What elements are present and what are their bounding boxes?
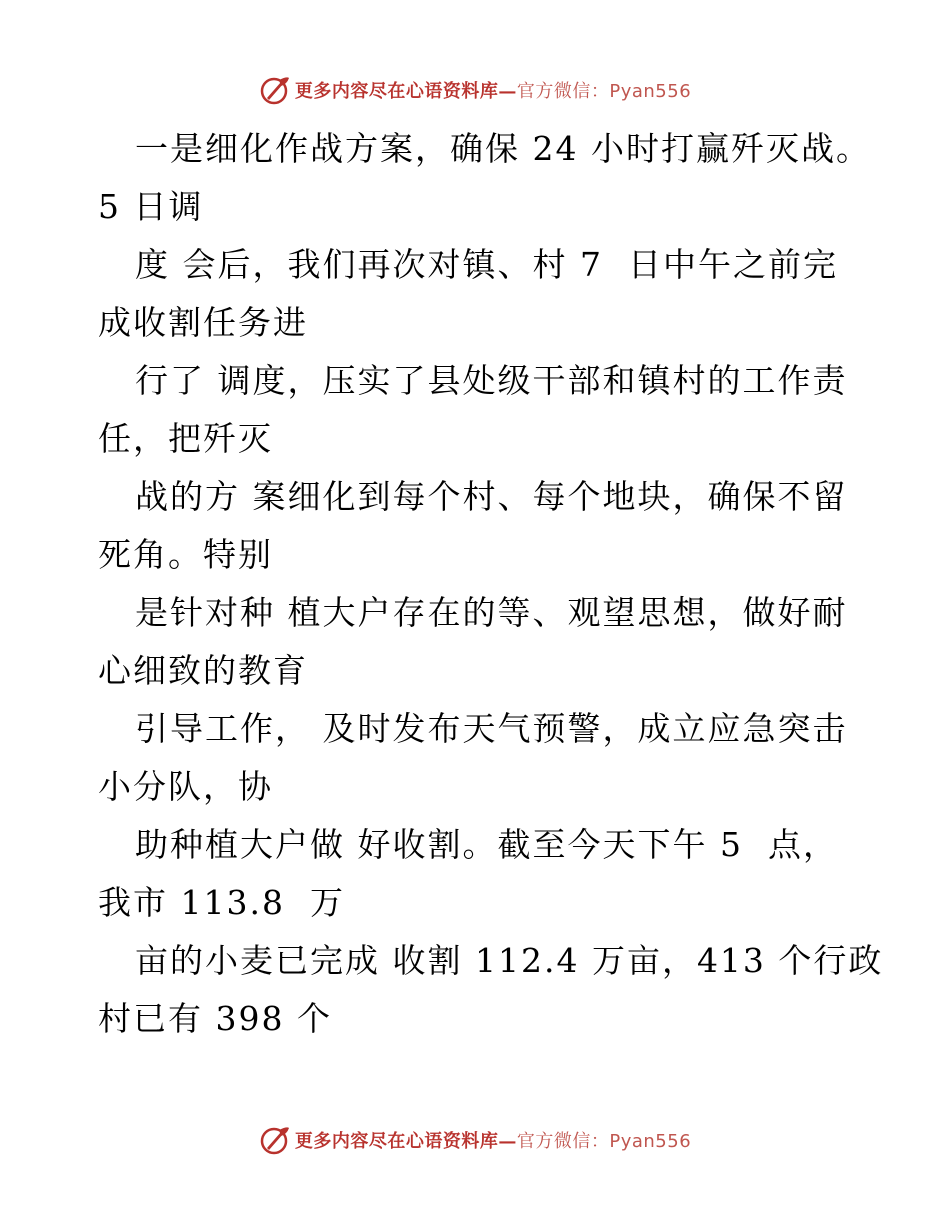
quill-pen-logo-icon: [259, 1124, 291, 1156]
paragraph: [98, 932, 884, 1048]
paragraph: [98, 816, 878, 932]
paragraph-continuation-line: 心细致的教育: [98, 651, 308, 690]
paragraph: [98, 700, 878, 816]
banner-dash: —: [498, 81, 517, 102]
paragraph-continuation-line: 5 日调: [98, 187, 204, 226]
paragraph-continuation-line: 村已有 398 个: [98, 999, 332, 1038]
banner-wechat-text: 官方微信：Pyan556: [516, 81, 692, 102]
footer-banner: [0, 1120, 950, 1160]
paragraph-first-line: 亩的小麦已完成 收割 112.4 万亩，413 个行政: [135, 941, 884, 980]
paragraph-first-line: 行了 调度，压实了县处级干部和镇村的工作责: [135, 361, 848, 400]
banner-dash: —: [498, 1131, 517, 1152]
paragraph-first-line: 一是细化作战方案，确保 24 小时打赢歼灭战。: [135, 129, 871, 168]
paragraph-first-line: 引导工作， 及时发布天气预警，成立应急突击: [135, 709, 848, 748]
paragraph-continuation-line: 死角。特别: [98, 535, 273, 574]
banner-main-text: 更多内容尽在心语资料库: [294, 81, 499, 102]
document-body: [98, 120, 884, 1048]
paragraph: [98, 236, 878, 352]
paragraph-first-line: 度 会后，我们再次对镇、村 7 日中午之前完: [135, 245, 838, 284]
banner-wechat-text: 官方微信：Pyan556: [516, 1131, 692, 1152]
banner-text: [295, 77, 691, 103]
paragraph: [98, 468, 878, 584]
paragraph-continuation-line: 成收割任务进: [98, 303, 308, 342]
paragraph-first-line: 战的方 案细化到每个村、每个地块，确保不留: [135, 477, 848, 516]
quill-pen-logo-icon: [259, 74, 291, 106]
paragraph: [98, 584, 878, 700]
header-banner: [0, 70, 950, 110]
banner-main-text: 更多内容尽在心语资料库: [294, 1131, 499, 1152]
banner-text: [295, 1127, 691, 1153]
paragraph-continuation-line: 小分队，协: [98, 767, 273, 806]
paragraph: [98, 352, 878, 468]
paragraph: [98, 120, 878, 236]
paragraph-first-line: 是针对种 植大户存在的等、观望思想，做好耐: [135, 593, 848, 632]
paragraph-first-line: 助种植大户做 好收割。截至今天下午 5 点，: [135, 825, 838, 864]
paragraph-continuation-line: 我市 113.8 万: [98, 883, 345, 922]
paragraph-continuation-line: 任，把歼灭: [98, 419, 273, 458]
